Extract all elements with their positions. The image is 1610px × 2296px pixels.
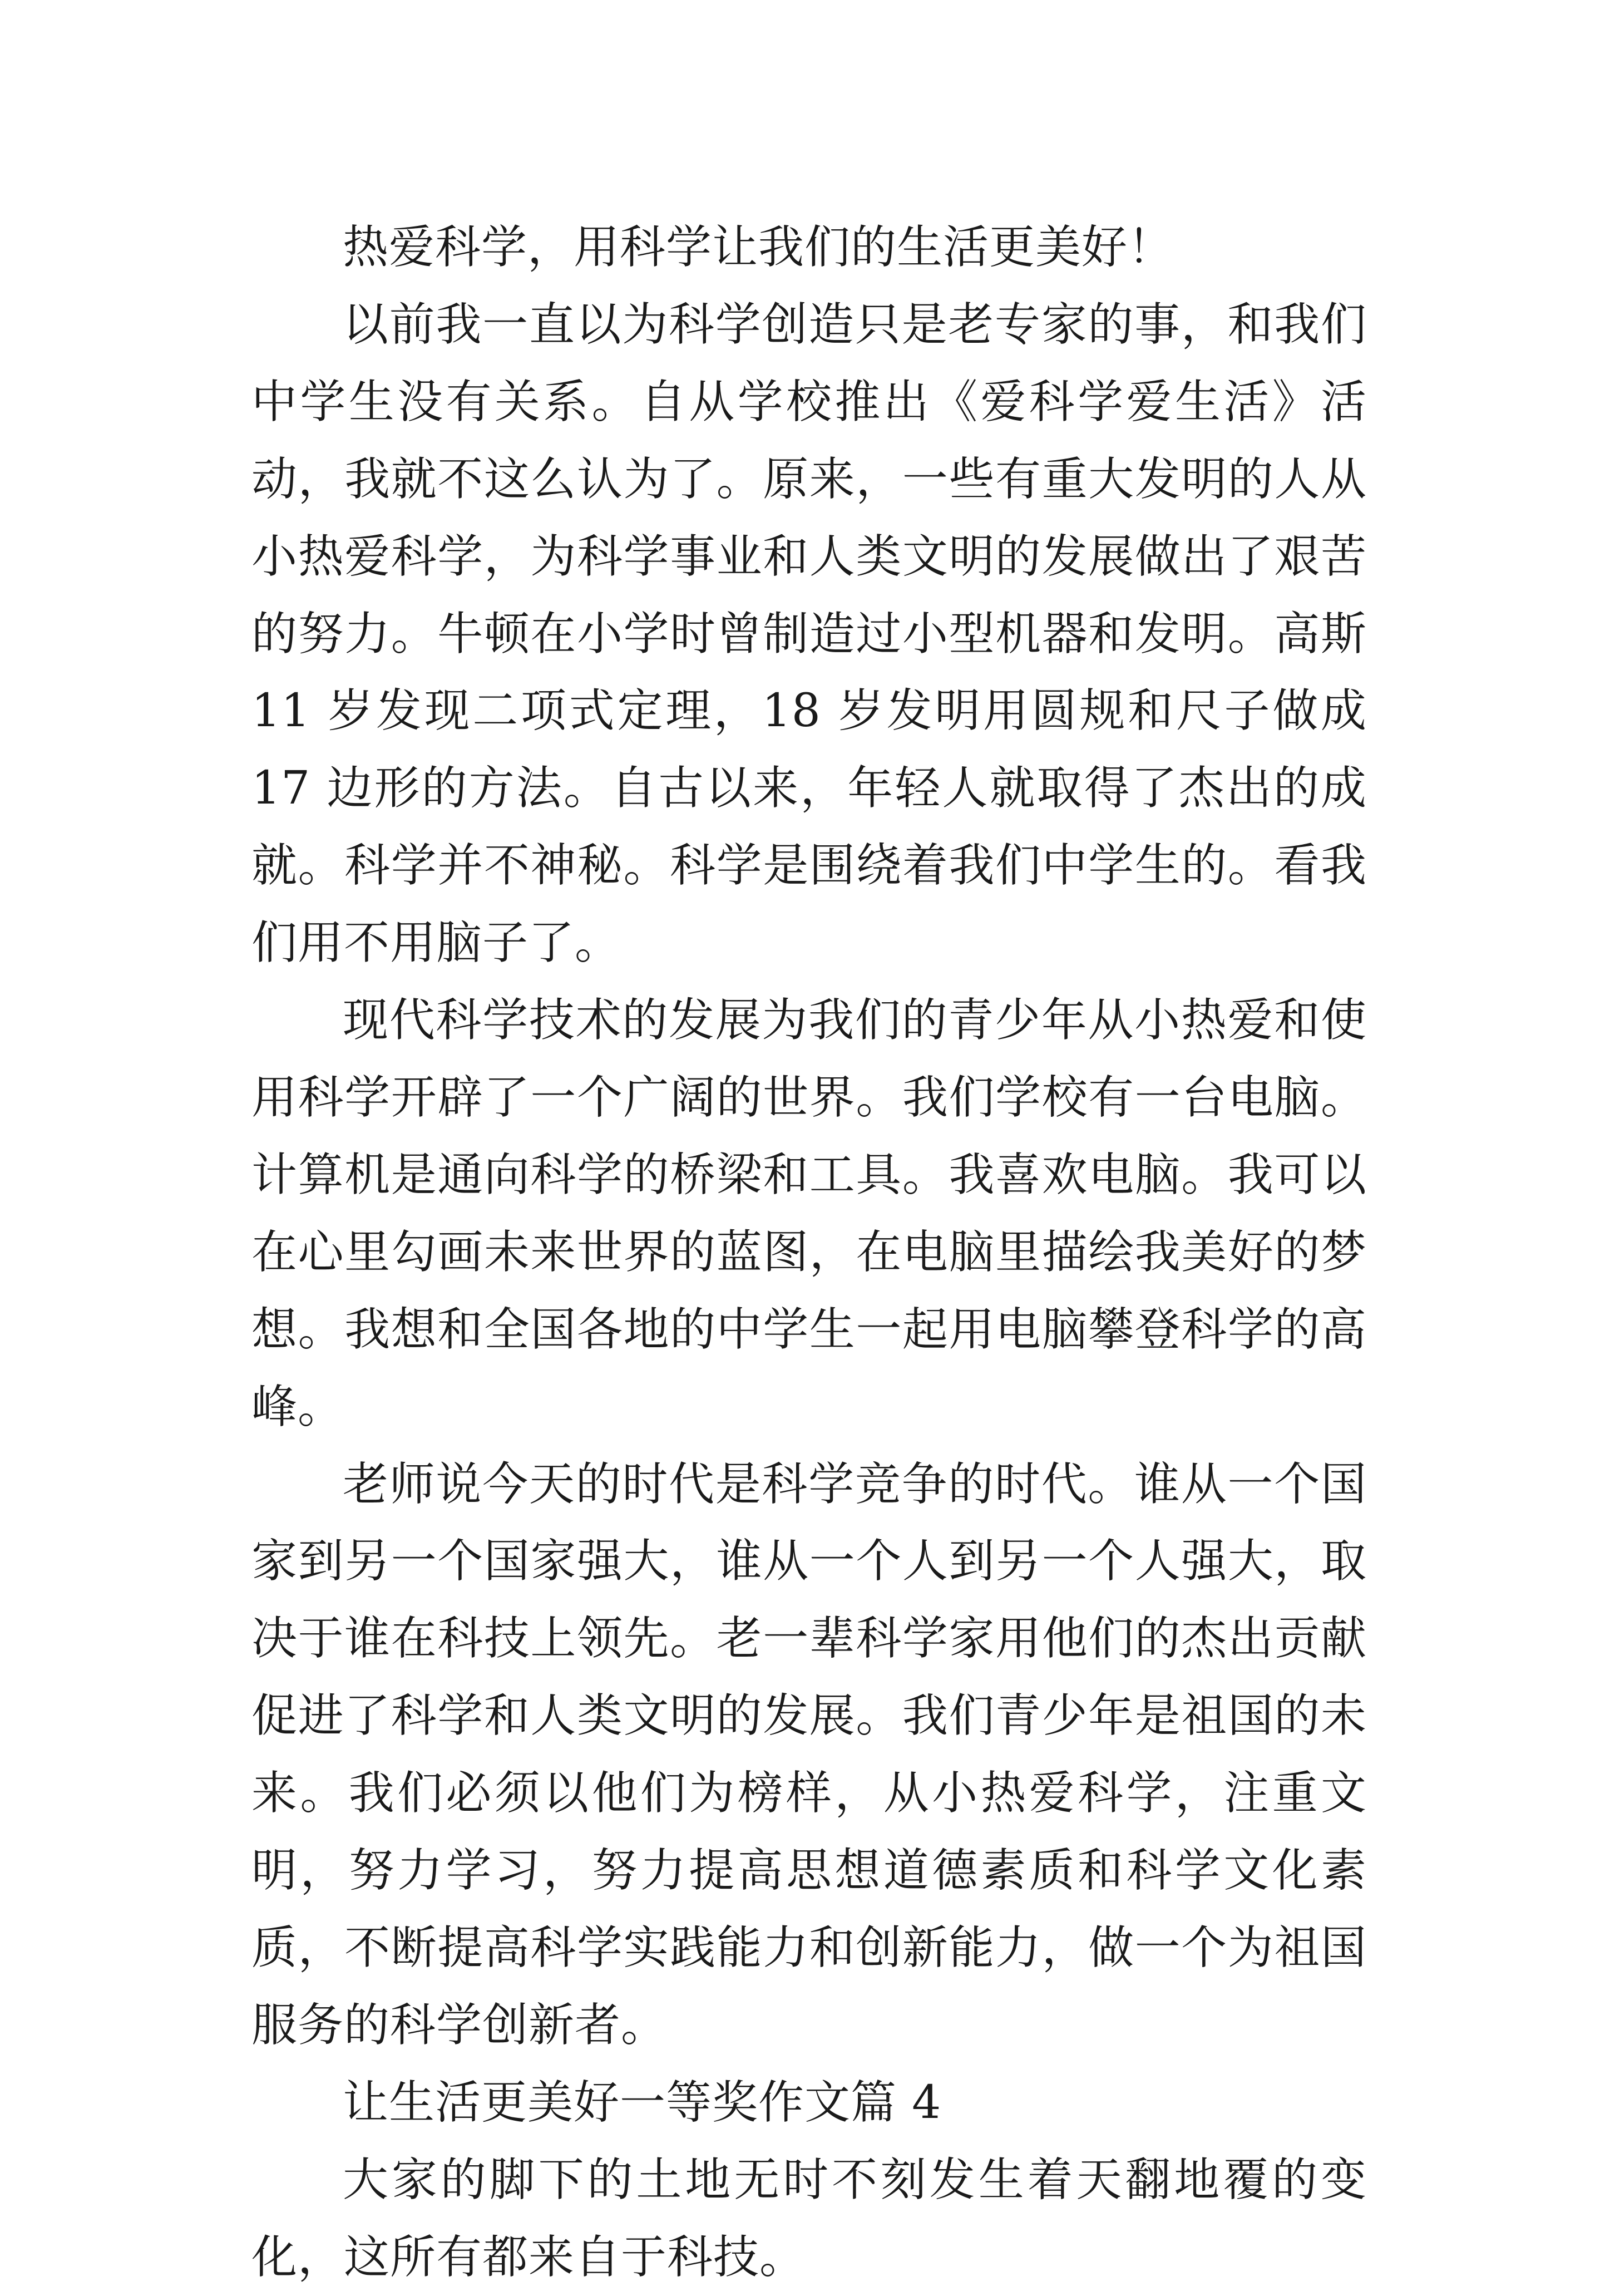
paragraph-4: 老师说今天的时代是科学竞争的时代。谁从一个国家到另一个国家强大，谁从一个人到另一个人强大，取决于谁在科技上领先。老一辈科学家用他们的杰出贡献促进了科学和人类文明的发展。我们青少年是祖国的未来。我们必须以他们为榜样，从小热爱科学，注重文明，努力学习，努力提高思想道德素质和科学文化素质，不断提高科学实践能力和创新能力，做一个为祖国服务的科学创新者。: [251, 1457, 1367, 2052]
paragraph-3: 现代科学技术的发展为我们的青少年从小热爱和使用科学开辟了一个广阔的世界。我们学校有一台电脑。计算机是通向科学的桥梁和工具。我喜欢电脑。我可以在心里勾画未来世界的蓝图，在电脑里描绘我美好的梦想。我想和全国各地的中学生一起用电脑攀登科学的高峰。: [251, 994, 1367, 1433]
paragraph-5: 大家的脚下的土地无时不刻发生着天翻地覆的变化，这所有都来自于科技。: [251, 2153, 1367, 2284]
paragraph-2: 以前我一直以为科学创造只是老专家的事，和我们中学生没有关系。自从学校推出《爱科学爱生活》活动，我就不这么认为了。原来，一些有重大发明的人从小热爱科学，为科学事业和人类文明的发展做出了艰苦的努力。牛顿在小学时曾制造过小型机器和发明。高斯 11 岁发现二项式定理，18 岁发明用圆规和尺子做成 17 边形的方法。自古以来，年轻人就取得了杰出的成就。科学并不神秘。科学是围绕着我们中学生的。看我们用不用脑子了。: [251, 298, 1367, 970]
section-heading: 让生活更美好一等奖作文篇 4: [343, 2076, 942, 2129]
document-body: [251, 209, 1367, 2296]
paragraph-1: 热爱科学，用科学让我们的生活更美好！: [343, 221, 1174, 274]
